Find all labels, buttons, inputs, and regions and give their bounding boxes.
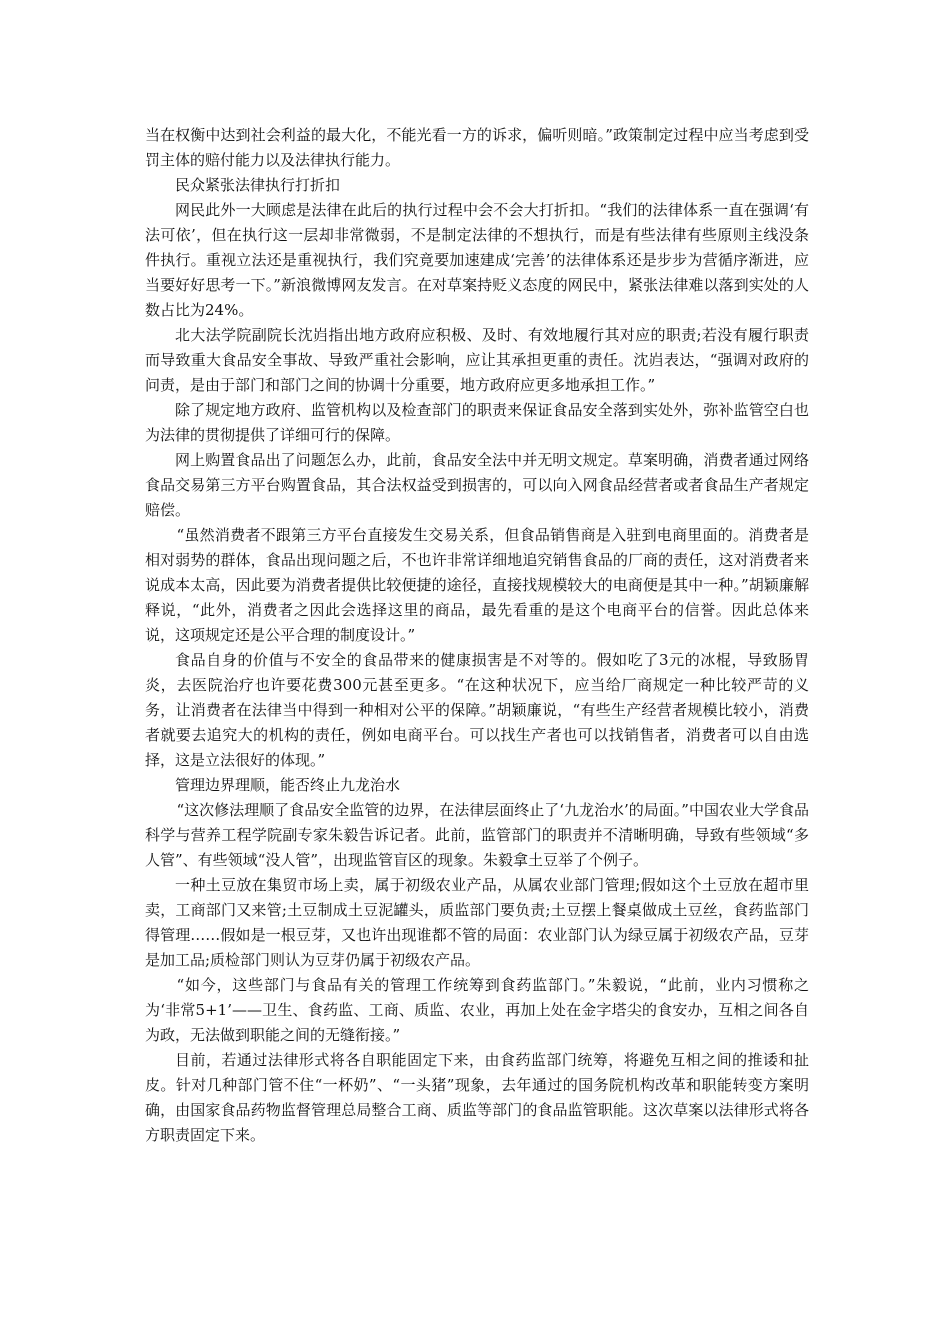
section-heading-management-boundary: 管理边界理顺，能否终止九龙治水 xyxy=(175,776,401,794)
paragraph-zhu-yi-quote: “这次修法理顺了食品安全监管的边界，在法律层面终止了‘九龙治水’的局面。”中国农业大学食品科学与营养工程学院副专家朱毅告诉记者。此前，监管部门的职责并不清晰明确，导致有些领域“多人管”、有些领域“没人管”，出现监管盲区的现象。朱毅拿土豆举了个例子。 xyxy=(145,801,809,869)
paragraph-intro-continuation: 当在权衡中达到社会利益的最大化，不能光看一方的诉求，偏听则暗。”政策制定过程中应当考虑到受罚主体的赔付能力以及法律执行能力。 xyxy=(145,126,809,169)
paragraph-hu-yinglian-quote: “虽然消费者不跟第三方平台直接发生交易关系，但食品销售商是入驻到电商里面的。消费者是相对弱势的群体，食品出现问题之后，不也许非常详细地追究销售食品的厂商的责任，这对消费者来说成本太高，因此要为消费者提供比较便捷的途径，直接找规模较大的电商便是其中一种。”胡颖廉解释说，“此外，消费者之因此会选择这里的商品，最先看重的是这个电商平台的信誉。因此总体来说，这项规定还是公平合理的制度设计。” xyxy=(145,526,809,644)
paragraph-online-purchase: 网上购置食品出了问题怎么办，此前，食品安全法中并无明文规定。草案明确，消费者通过网络食品交易第三方平台购置食品，其合法权益受到损害的，可以向入网食品经营者或者食品生产者规定赔偿。 xyxy=(145,451,809,519)
document-body xyxy=(145,123,809,1148)
paragraph-netizen-concern: 网民此外一大顾虑是法律在此后的执行过程中会不会大打折扣。“我们的法律体系一直在强调‘有法可依’，但在执行这一层却非常微弱，不是制定法律的不想执行，而是有些法律有些原则主线没条件执行。重视立法还是重视执行，我们究竟要加速建成‘完善’的法律体系还是步步为营循序渐进，应当要好好思考一下。”新浪微博网友发言。在对草案持贬义态度的网民中，紧张法律难以落到实处的人数占比为24%。 xyxy=(145,201,809,319)
section-heading-law-enforcement: 民众紧张法律执行打折扣 xyxy=(175,176,341,194)
paragraph-conclusion: 目前，若通过法律形式将各自职能固定下来，由食药监部门统筹，将避免互相之间的推诿和扯皮。针对几种部门管不住“一杯奶”、“一头猪”现象，去年通过的国务院机构改革和职能转变方案明确，由国家食品药物监督管理总局整合工商、质监等部门的食品监管职能。这次草案以法律形式将各方职责固定下来。 xyxy=(145,1051,809,1144)
paragraph-shen-kui: 北大法学院副院长沈岿指出地方政府应积极、及时、有效地履行其对应的职责;若没有履行职责而导致重大食品安全事故、导致严重社会影响，应让其承担更重的责任。沈岿表达，“强调对政府的问责，是由于部门和部门之间的协调十分重要，地方政府应更多地承担工作。” xyxy=(145,326,809,394)
paragraph-department-integration: “如今，这些部门与食品有关的管理工作统筹到食药监部门。”朱毅说，“此前，业内习惯称之为‘非常5+1’——卫生、食药监、工商、质监、农业，再加上处在金字塔尖的食安办，互相之间各自为政，无法做到职能之间的无缝衔接。” xyxy=(145,976,809,1044)
paragraph-supervision-gap: 除了规定地方政府、监管机构以及检查部门的职责来保证食品安全落到实处外，弥补监管空白也为法律的贯彻提供了详细可行的保障。 xyxy=(145,401,809,444)
paragraph-potato-example: 一种土豆放在集贸市场上卖，属于初级农业产品，从属农业部门管理;假如这个土豆放在超市里卖，工商部门又来管;土豆制成土豆泥罐头，质监部门要负责;土豆摆上餐桌做成土豆丝，食药监部门得管理……假如是一根豆芽，又也许出现谁都不管的局面：农业部门认为绿豆属于初级农产品，豆芽是加工品;质检部门则认为豆芽仍属于初级农产品。 xyxy=(145,876,809,969)
paragraph-value-damage: 食品自身的价值与不安全的食品带来的健康损害是不对等的。假如吃了3元的冰棍，导致肠胃炎，去医院治疗也许要花费300元甚至更多。“在这种状况下，应当给厂商规定一种比较严苛的义务，让消费者在法律当中得到一种相对公平的保障。”胡颖廉说，“有些生产经营者规模比较小，消费者就要去追究大的机构的责任，例如电商平台。可以找生产者也可以找销售者，消费者可以自由选择，这是立法很好的体现。” xyxy=(145,651,809,769)
